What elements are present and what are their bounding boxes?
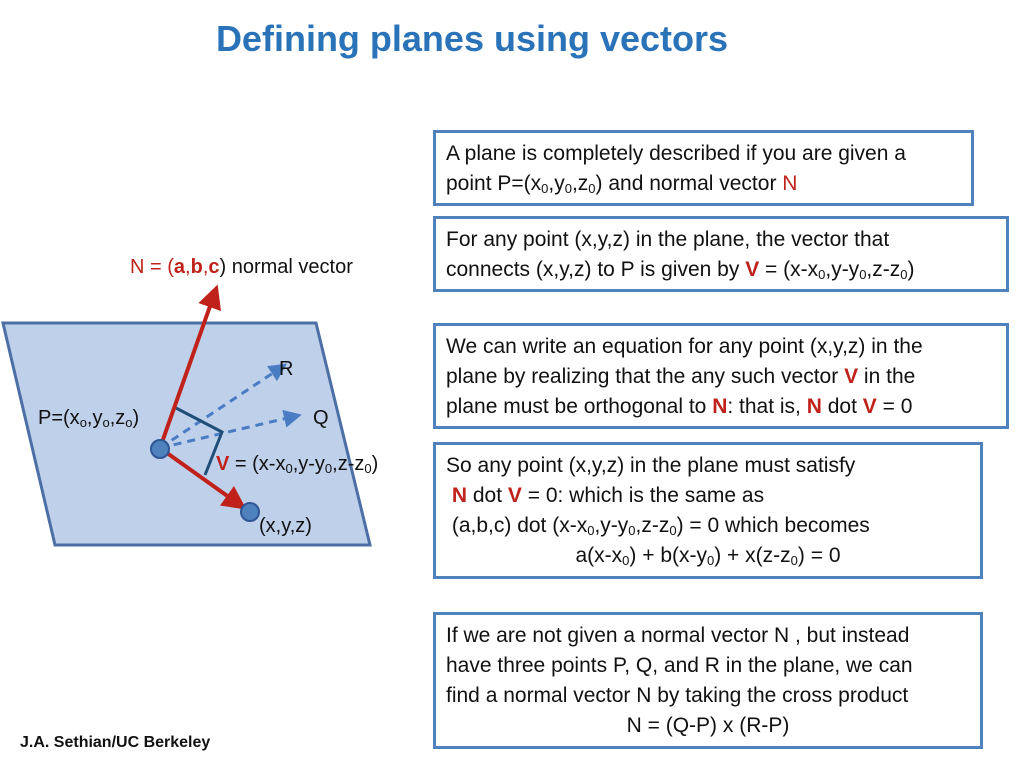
box4-line2: N dot V = 0: which is the same as — [451, 484, 765, 507]
normal-vector-label: N = (a,b,c) normal vector — [130, 256, 353, 278]
point-xyz — [241, 503, 259, 521]
box5-line3: find a normal vector N by taking the cross product — [446, 684, 909, 707]
box1-line1: A plane is completely described if you are given a — [446, 142, 906, 165]
point-p-label: $P=(x_o,y_o,z_o)$ — [38, 407, 140, 430]
slide-title: Defining planes using vectors — [215, 18, 729, 59]
vector-v-label: $V = (x-x_0,y-y_0,z-z_0)$ — [216, 453, 379, 476]
normal-n-text: N — [782, 172, 798, 195]
box5-line4: N = (Q-P) x (R-P) — [626, 714, 790, 737]
point-xyz-label: (x,y,z) — [259, 515, 312, 537]
box5-line1: If we are not given a normal vector N , but instead — [446, 624, 910, 647]
box3-line2: plane by realizing that the any such vector V in the — [446, 365, 916, 388]
point-p — [151, 440, 169, 458]
box4-line3: (a,b,c) dot $(x-x_0,y-y_0,z-z_0) = 0$ which becomes — [451, 514, 870, 538]
box5-line2: have three points P, Q, and R in the plane, we can — [446, 654, 913, 677]
box2-line2: connects (x,y,z) to P is given by $V = (x-x_0,y-y_0,z-z_0)$ — [446, 258, 915, 282]
box3-line3: plane must be orthogonal to N: that is, N dot V = 0 — [446, 395, 913, 418]
point-q-label: Q — [313, 407, 329, 429]
box1-line2: point $P=(x_0,y_0,z_0)$ and normal vector N — [446, 172, 798, 196]
box4-line4: $a(x-x_0) + b(x-y_0) + x(z-z_0) = 0$ — [575, 544, 841, 568]
plane-shape — [3, 323, 370, 545]
point-r-label: R — [279, 358, 294, 380]
box3-line1: We can write an equation for any point (x,y,z) in the — [446, 335, 923, 358]
box4-line1: So any point (x,y,z) in the plane must satisfy — [446, 454, 856, 477]
box2-line1: For any point (x,y,z) in the plane, the vector that — [446, 228, 890, 251]
footer-credit: J.A. Sethian/UC Berkeley — [20, 734, 211, 751]
